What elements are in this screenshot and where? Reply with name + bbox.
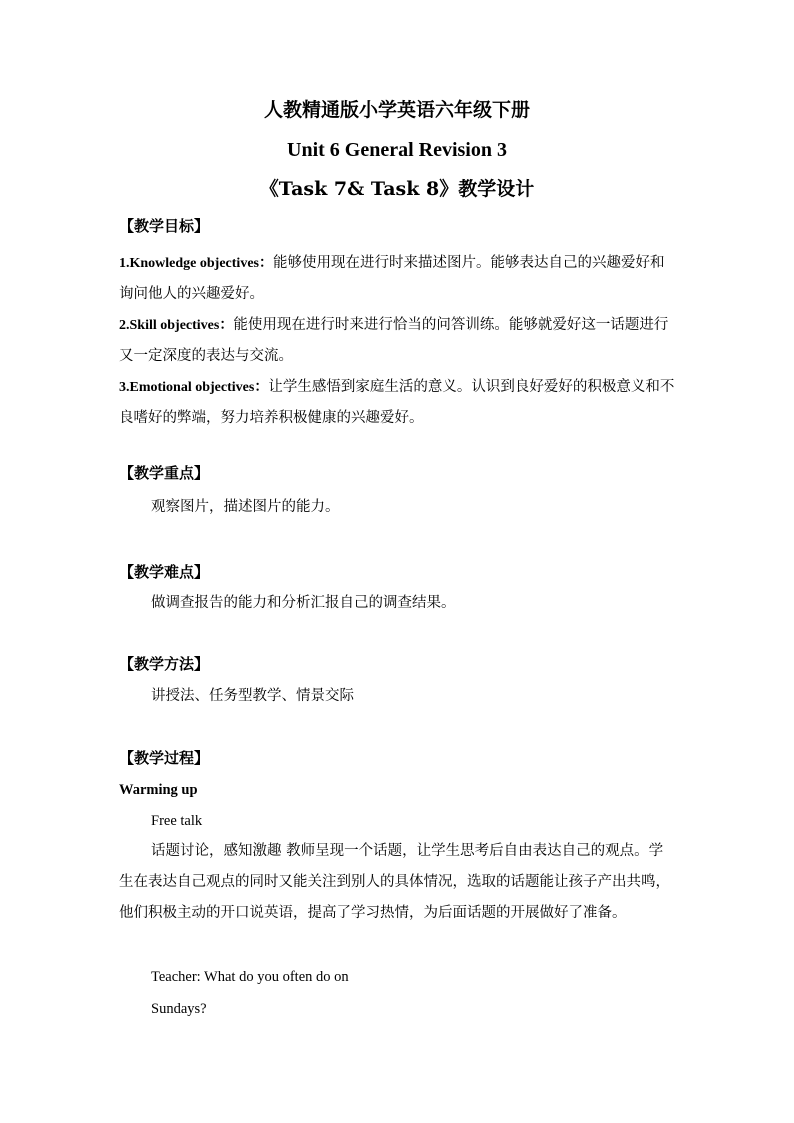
objective-knowledge: [119, 248, 675, 310]
process-heading: 【教学过程】: [119, 749, 210, 767]
teacher-line-2: Sundays?: [151, 1001, 207, 1017]
key-points-text: 观察图片，描述图片的能力。: [151, 499, 340, 515]
objective-emotional-label: 3.Emotional objectives：: [119, 380, 269, 395]
methods-text: 讲授法、任务型教学、情景交际: [151, 688, 354, 704]
doc-subtitle-task: 《Task 7& Task 8》教学设计: [259, 178, 535, 200]
free-talk-label: Free talk: [151, 813, 203, 829]
objective-knowledge-text: 能够使用现在进行时来描述图片。能够表达自己的兴趣爱好和询问他人的兴趣爱好。: [119, 255, 665, 302]
objective-skill-text: 能使用现在进行时来进行恰当的问答训练。能够就爱好这一话题进行又一定深度的表达与交流。: [119, 317, 669, 364]
doc-subtitle-unit: Unit 6 General Revision 3: [287, 139, 507, 161]
process-paragraph: 话题讨论，感知激趣 教师呈现一个话题，让学生思考后自由表达自己的观点。学生在表达自己观点的同时又能关注到别人的具体情况，选取的话题能让孩子产出共鸣，他们积极主动的开口说英语，提高了学习热情，为后面话题的开展做好了准备。: [119, 843, 670, 921]
objective-knowledge-label: 1.Knowledge objectives：: [119, 256, 273, 271]
difficulties-text: 做调查报告的能力和分析汇报自己的调查结果。: [151, 595, 456, 611]
difficulties-heading: 【教学难点】: [119, 563, 210, 581]
teacher-line-1: Teacher: What do you often do on: [151, 969, 349, 985]
objective-emotional: [119, 372, 675, 434]
doc-title: 人教精通版小学英语六年级下册: [263, 99, 530, 121]
objectives-heading: 【教学目标】: [119, 217, 210, 235]
key-points-heading: 【教学重点】: [119, 464, 210, 482]
objective-emotional-text: 让学生感悟到家庭生活的意义。认识到良好爱好的积极意义和不良嗜好的弊端，努力培养积极健康的兴趣爱好。: [119, 379, 675, 426]
warming-up-label: Warming up: [119, 782, 198, 798]
methods-heading: 【教学方法】: [119, 655, 210, 673]
objective-skill-label: 2.Skill objectives：: [119, 318, 234, 333]
objective-skill: [119, 310, 675, 372]
